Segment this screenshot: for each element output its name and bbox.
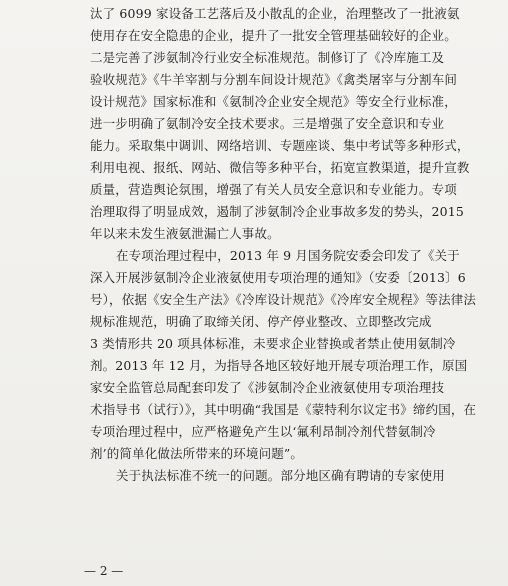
text-line: 验收规范》《牛羊宰割与分割车间设计规范》《禽类屠宰与分割车间 xyxy=(90,72,458,87)
text-line: 专项治理过程中，应严格避免产生以‘氟利昂制冷剂代替氨制冷 xyxy=(90,424,436,439)
text-line: 规标准规范，明确了取缔关闭、停产停业整改、立即整改完成 xyxy=(90,314,432,329)
text-line: 剂’的简单化做法所带来的环境问题”。 xyxy=(90,446,304,461)
text-line: 能力。采取集中调训、网络培训、专题座谈、集中考试等多种形式， xyxy=(90,138,470,153)
text-line: 年以来未发生液氨泄漏亡人事故。 xyxy=(90,226,280,241)
text-line: 进一步明确了氨制冷安全技术要求。三是增强了安全意识和专业 xyxy=(90,116,445,131)
text-line: 质量，营造舆论氛围，增强了有关人员安全意识和专业能力。专项 xyxy=(90,182,457,197)
paragraph-1 xyxy=(90,3,470,245)
paragraph-2 xyxy=(90,245,477,465)
text-line: 术指导书（试行）》，其中明确“我国是《蒙特利尔议定书》缔约国，在 xyxy=(90,402,477,417)
page-number: — 2 — xyxy=(84,564,124,578)
text-line: 使用存在安全隐患的企业，提升了一批安全管理基础较好的企业。 xyxy=(90,28,457,43)
text-line: 深入开展涉氨制冷企业液氨使用专项治理的通知》（安委〔2013〕6 xyxy=(90,270,466,285)
text-line: 二是完善了涉氨制冷行业安全标准规范。制修订了《冷库施工及 xyxy=(90,50,445,65)
text-line: 汰了 6099 家设备工艺落后及小散乱的企业，治理整改了一批液氨 xyxy=(90,6,460,21)
text-line: 家安全监管总局配套印发了《涉氨制冷企业液氨使用专项治理技 xyxy=(90,380,445,395)
text-line: 利用电视、报纸、网站、微信等多种平台，拓宽宣教渠道，提升宣教 xyxy=(90,160,470,175)
text-line: 设计规范》国家标准和《氨制冷企业安全规范》等安全行业标准， xyxy=(90,94,457,109)
text-line: 3 类情形共 20 项具体标准，未要求企业替换或者禁止使用氨制冷 xyxy=(90,336,456,351)
body-text xyxy=(90,3,477,487)
text-line: 剂。2013 年 12 月，为指导各地区较好地开展专项治理工作，原国 xyxy=(90,358,468,373)
text-line: 号），依据《安全生产法》《冷库设计规范》《冷库安全规程》等法律法 xyxy=(90,292,477,307)
text-line: 在专项治理过程中，2013 年 9 月国务院安委会印发了《关于 xyxy=(116,248,460,263)
paragraph-3 xyxy=(90,465,470,487)
text-line: 关于执法标准不统一的问题。部分地区确有聘请的专家使用 xyxy=(116,468,445,483)
text-line: 治理取得了明显成效，遏制了涉氨制冷企业事故多发的势头，2015 xyxy=(90,204,464,219)
